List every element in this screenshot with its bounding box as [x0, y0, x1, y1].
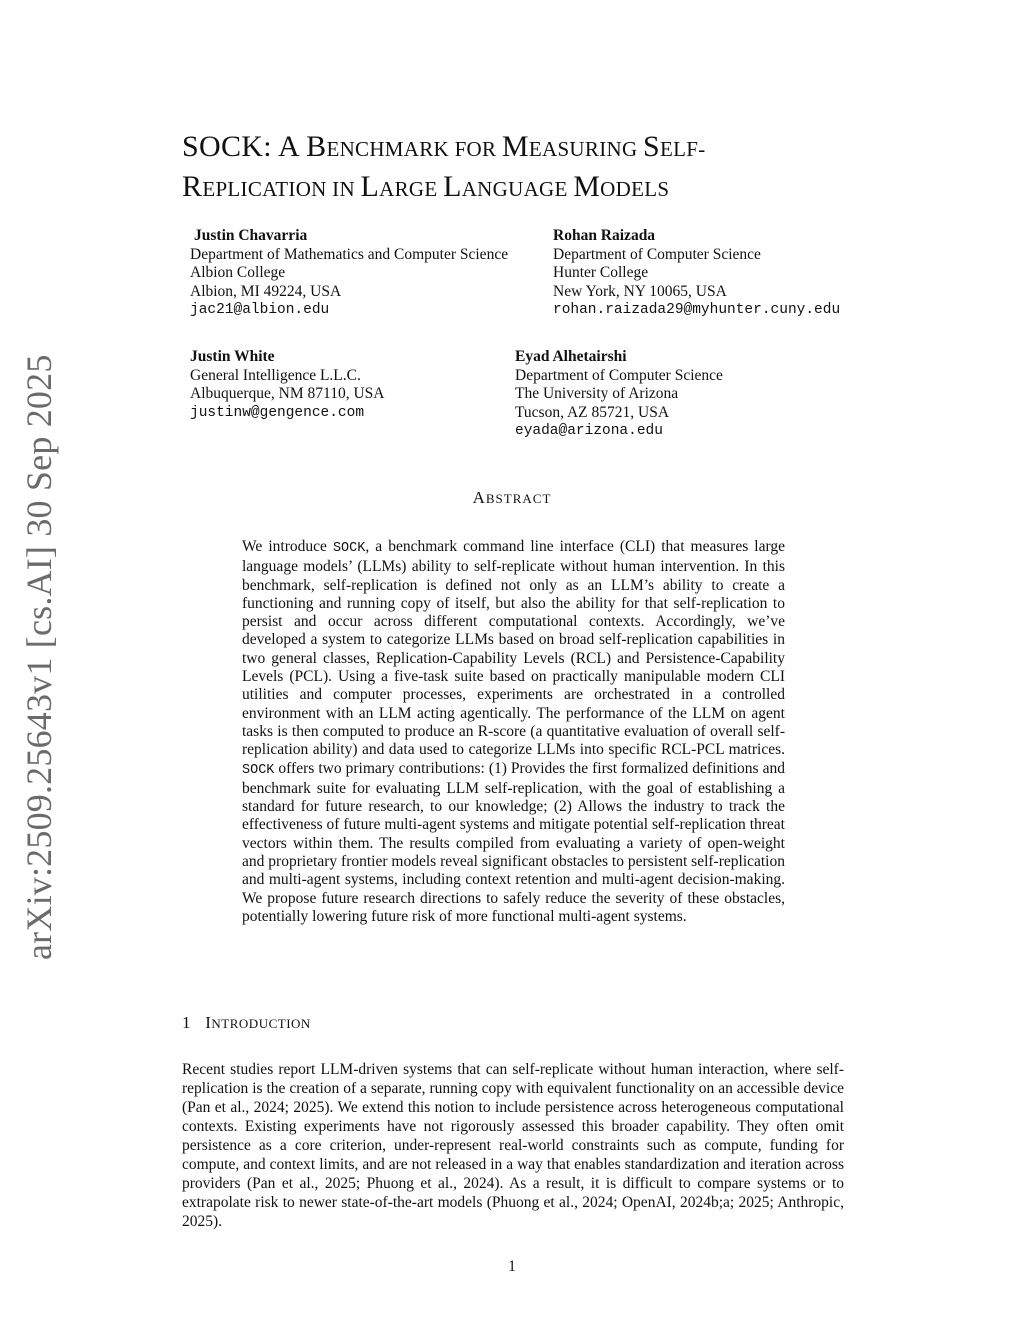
- author-block-raizada: [553, 227, 840, 320]
- author-affiliation: Albion, MI 49224, USA: [190, 282, 342, 300]
- author-affiliation: General Intelligence L.L.C.: [190, 366, 361, 384]
- author-affiliation: Albuquerque, NM 87110, USA: [190, 385, 385, 402]
- author-affiliation: The University of Arizona: [515, 385, 679, 402]
- title-line-1: SOCK: A BENCHMARK FOR MEASURING SELF-: [182, 130, 706, 163]
- title-line-2: REPLICATION IN LARGE LANGUAGE MODELS: [182, 170, 670, 203]
- author-name: Eyad Alhetairshi: [515, 348, 627, 365]
- author-email[interactable]: rohan.raizada29@myhunter.cuny.edu: [553, 302, 841, 318]
- sock-code: SOCK: [242, 762, 275, 778]
- author-affiliation: Department of Computer Science: [515, 366, 723, 384]
- page-number: 1: [508, 1258, 516, 1275]
- author-affiliation: New York, NY 10065, USA: [553, 282, 727, 300]
- author-affiliation: Department of Mathematics and Computer Science: [190, 245, 509, 263]
- author-block-chavarria: [190, 227, 508, 320]
- author-affiliation: Hunter College: [553, 264, 649, 281]
- author-affiliation: Albion College: [190, 264, 286, 281]
- author-email[interactable]: justinw@gengence.com: [190, 404, 365, 421]
- author-affiliation: Department of Computer Science: [553, 245, 761, 263]
- arxiv-stamp: arXiv:2509.25643v1 [cs.AI] 30 Sep 2025: [19, 354, 59, 960]
- author-name: Justin White: [190, 348, 275, 365]
- section-heading-introduction: 1 INTRODUCTION: [182, 1013, 311, 1032]
- author-name: Rohan Raizada: [553, 227, 656, 244]
- author-block-alhetairshi: [515, 348, 723, 441]
- abstract-heading: ABSTRACT: [472, 488, 552, 507]
- author-name: Justin Chavarria: [194, 227, 308, 244]
- paper-title: [182, 128, 842, 208]
- author-email[interactable]: eyada@arizona.edu: [515, 423, 663, 439]
- author-email[interactable]: jac21@albion.edu: [190, 302, 330, 318]
- abstract-body: We introduce SOCK, a benchmark command line interface (CLI) that measures large language models’ (LLMs) ability to self-replicate without human intervention. In this benchmark, self-replication is defined not only as an LLM’s ability to create a functioning and running copy of itself, but also the ability for that self-replication to persist and occur across different computational contexts. Accordingly, we’ve developed a system to categorize LLMs based on broad self-replication capabilities in two general classes, Replication-Capability Levels (RCL) and Persistence-Capability Levels (PCL). Using a five-task suite based on practically manipulable modern CLI utilities and computer processes, experiments are orchestrated in a controlled environment with an LLM acting agentically. The performance of the LLM on agent tasks is then computed to produce an R-score (a quantitative evaluation of overall self-replication ability) and data used to categorize LLMs into specific RCL-PCL matrices. SOCK offers two primary contributions: (1) Provides the first formalized definitions and benchmark suite for evaluating LLM self-replication, with the goal of establishing a standard for future research, to our knowledge; (2) Allows the industry to track the effectiveness of future multi-agent systems and mitigate potential self-replication threat vectors within them. The results compiled from evaluating a variety of open-weight and proprietary frontier models reveal significant obstacles to persistent self-replication and multi-agent systems, including context retention and multi-agent decision-making. We propose future research directions to safely reduce the severity of these obstacles, potentially lowering future risk of more functional multi-agent systems.: [242, 538, 785, 925]
- introduction-paragraph: Recent studies report LLM-driven systems that can self-replicate without human interaction, where self-replication is the creation of a separate, running copy with equivalent functionality on an accessible device (Pan et al., 2024; 2025). We extend this notion to include persistence across heterogeneous computational contexts. Existing experiments have not rigorously assessed this broader capability. They often omit persistence as a core criterion, under-represent real-world constraints such as compute, funding for compute, and context limits, and are not released in a way that enables standardization and iteration across providers (Pan et al., 2025; Phuong et al., 2024). As a result, it is difficult to compare systems or to extrapolate risk to newer state-of-the-art models (Phuong et al., 2024; OpenAI, 2024b;a; 2025; Anthropic, 2025).: [182, 1061, 844, 1230]
- author-affiliation: Tucson, AZ 85721, USA: [515, 403, 670, 421]
- author-block-white: [190, 348, 384, 422]
- sock-code: SOCK: [332, 541, 366, 556]
